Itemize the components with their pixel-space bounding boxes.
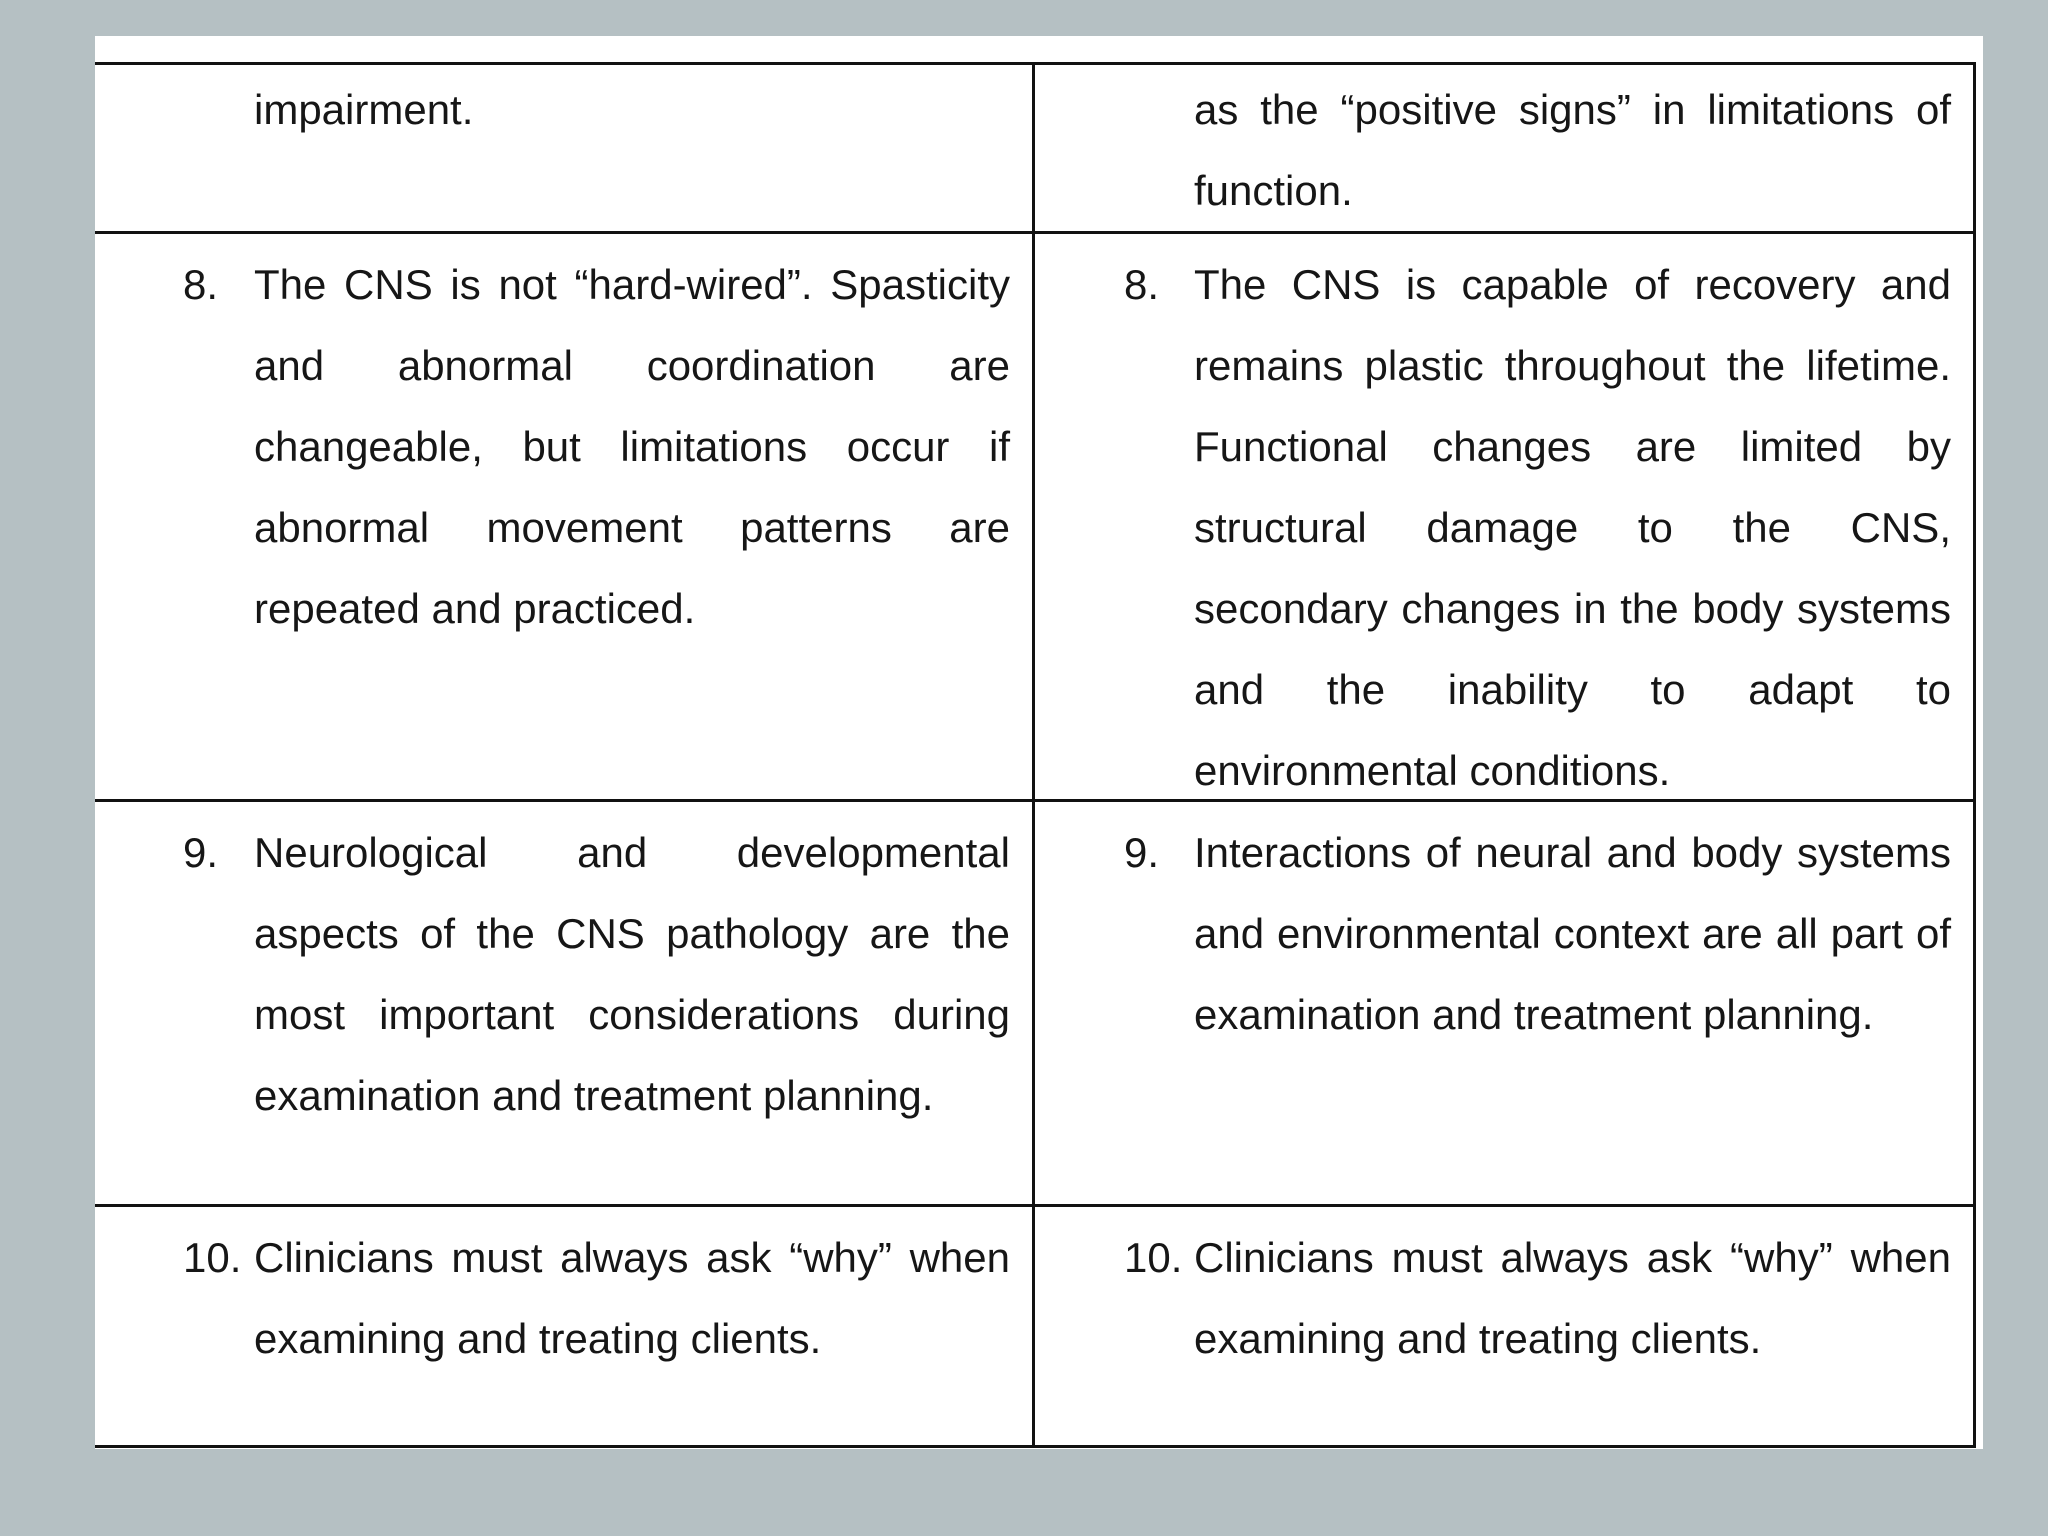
table-cell-right [1034, 801, 1975, 1206]
table-cell-left [95, 233, 1034, 801]
item-number: 8. [1124, 261, 1160, 308]
item-text: as the “positive signs” in limitations of function. [1194, 86, 1951, 214]
table-cell-left [95, 801, 1034, 1206]
table-cell-right [1034, 233, 1975, 801]
table-cell-right [1034, 64, 1975, 233]
item-text: Neurological and developmental aspects of the CNS pathology are the most important considerations during examination and treatment planning. [254, 829, 1010, 1119]
item-text: Interactions of neural and body systems and environmental context are all part of examination and treatment planning. [1194, 829, 1951, 1038]
document-page [95, 36, 1983, 1449]
item-text: The CNS is capable of recovery and remains plastic throughout the lifetime. Functional changes are limited by structural damage to the CNS, secondary changes in the body systems and the inability to adapt to environmental conditions. [1194, 261, 1951, 794]
item-text: The CNS is not “hard-wired”. Spasticity and abnormal coordination are changeable, but limitations occur if abnormal movement patterns are repeated and practiced. [254, 261, 1010, 632]
item-text: Clinicians must always ask “why” when examining and treating clients. [254, 1234, 1010, 1362]
table-cell-left [95, 64, 1034, 233]
table-row [95, 1206, 1975, 1447]
comparison-table [95, 62, 1976, 1448]
item-number: 9. [183, 829, 219, 876]
table-cell-right [1034, 1206, 1975, 1447]
item-number: 8. [183, 261, 219, 308]
table-row [95, 64, 1975, 233]
table-cell-left [95, 1206, 1034, 1447]
item-number: 9. [1124, 829, 1160, 876]
item-number: 10. [183, 1234, 242, 1281]
table-row [95, 801, 1975, 1206]
item-text: Clinicians must always ask “why” when examining and treating clients. [1194, 1234, 1951, 1362]
item-text: impairment. [254, 86, 474, 133]
table-row [95, 233, 1975, 801]
item-number: 10. [1124, 1234, 1183, 1281]
